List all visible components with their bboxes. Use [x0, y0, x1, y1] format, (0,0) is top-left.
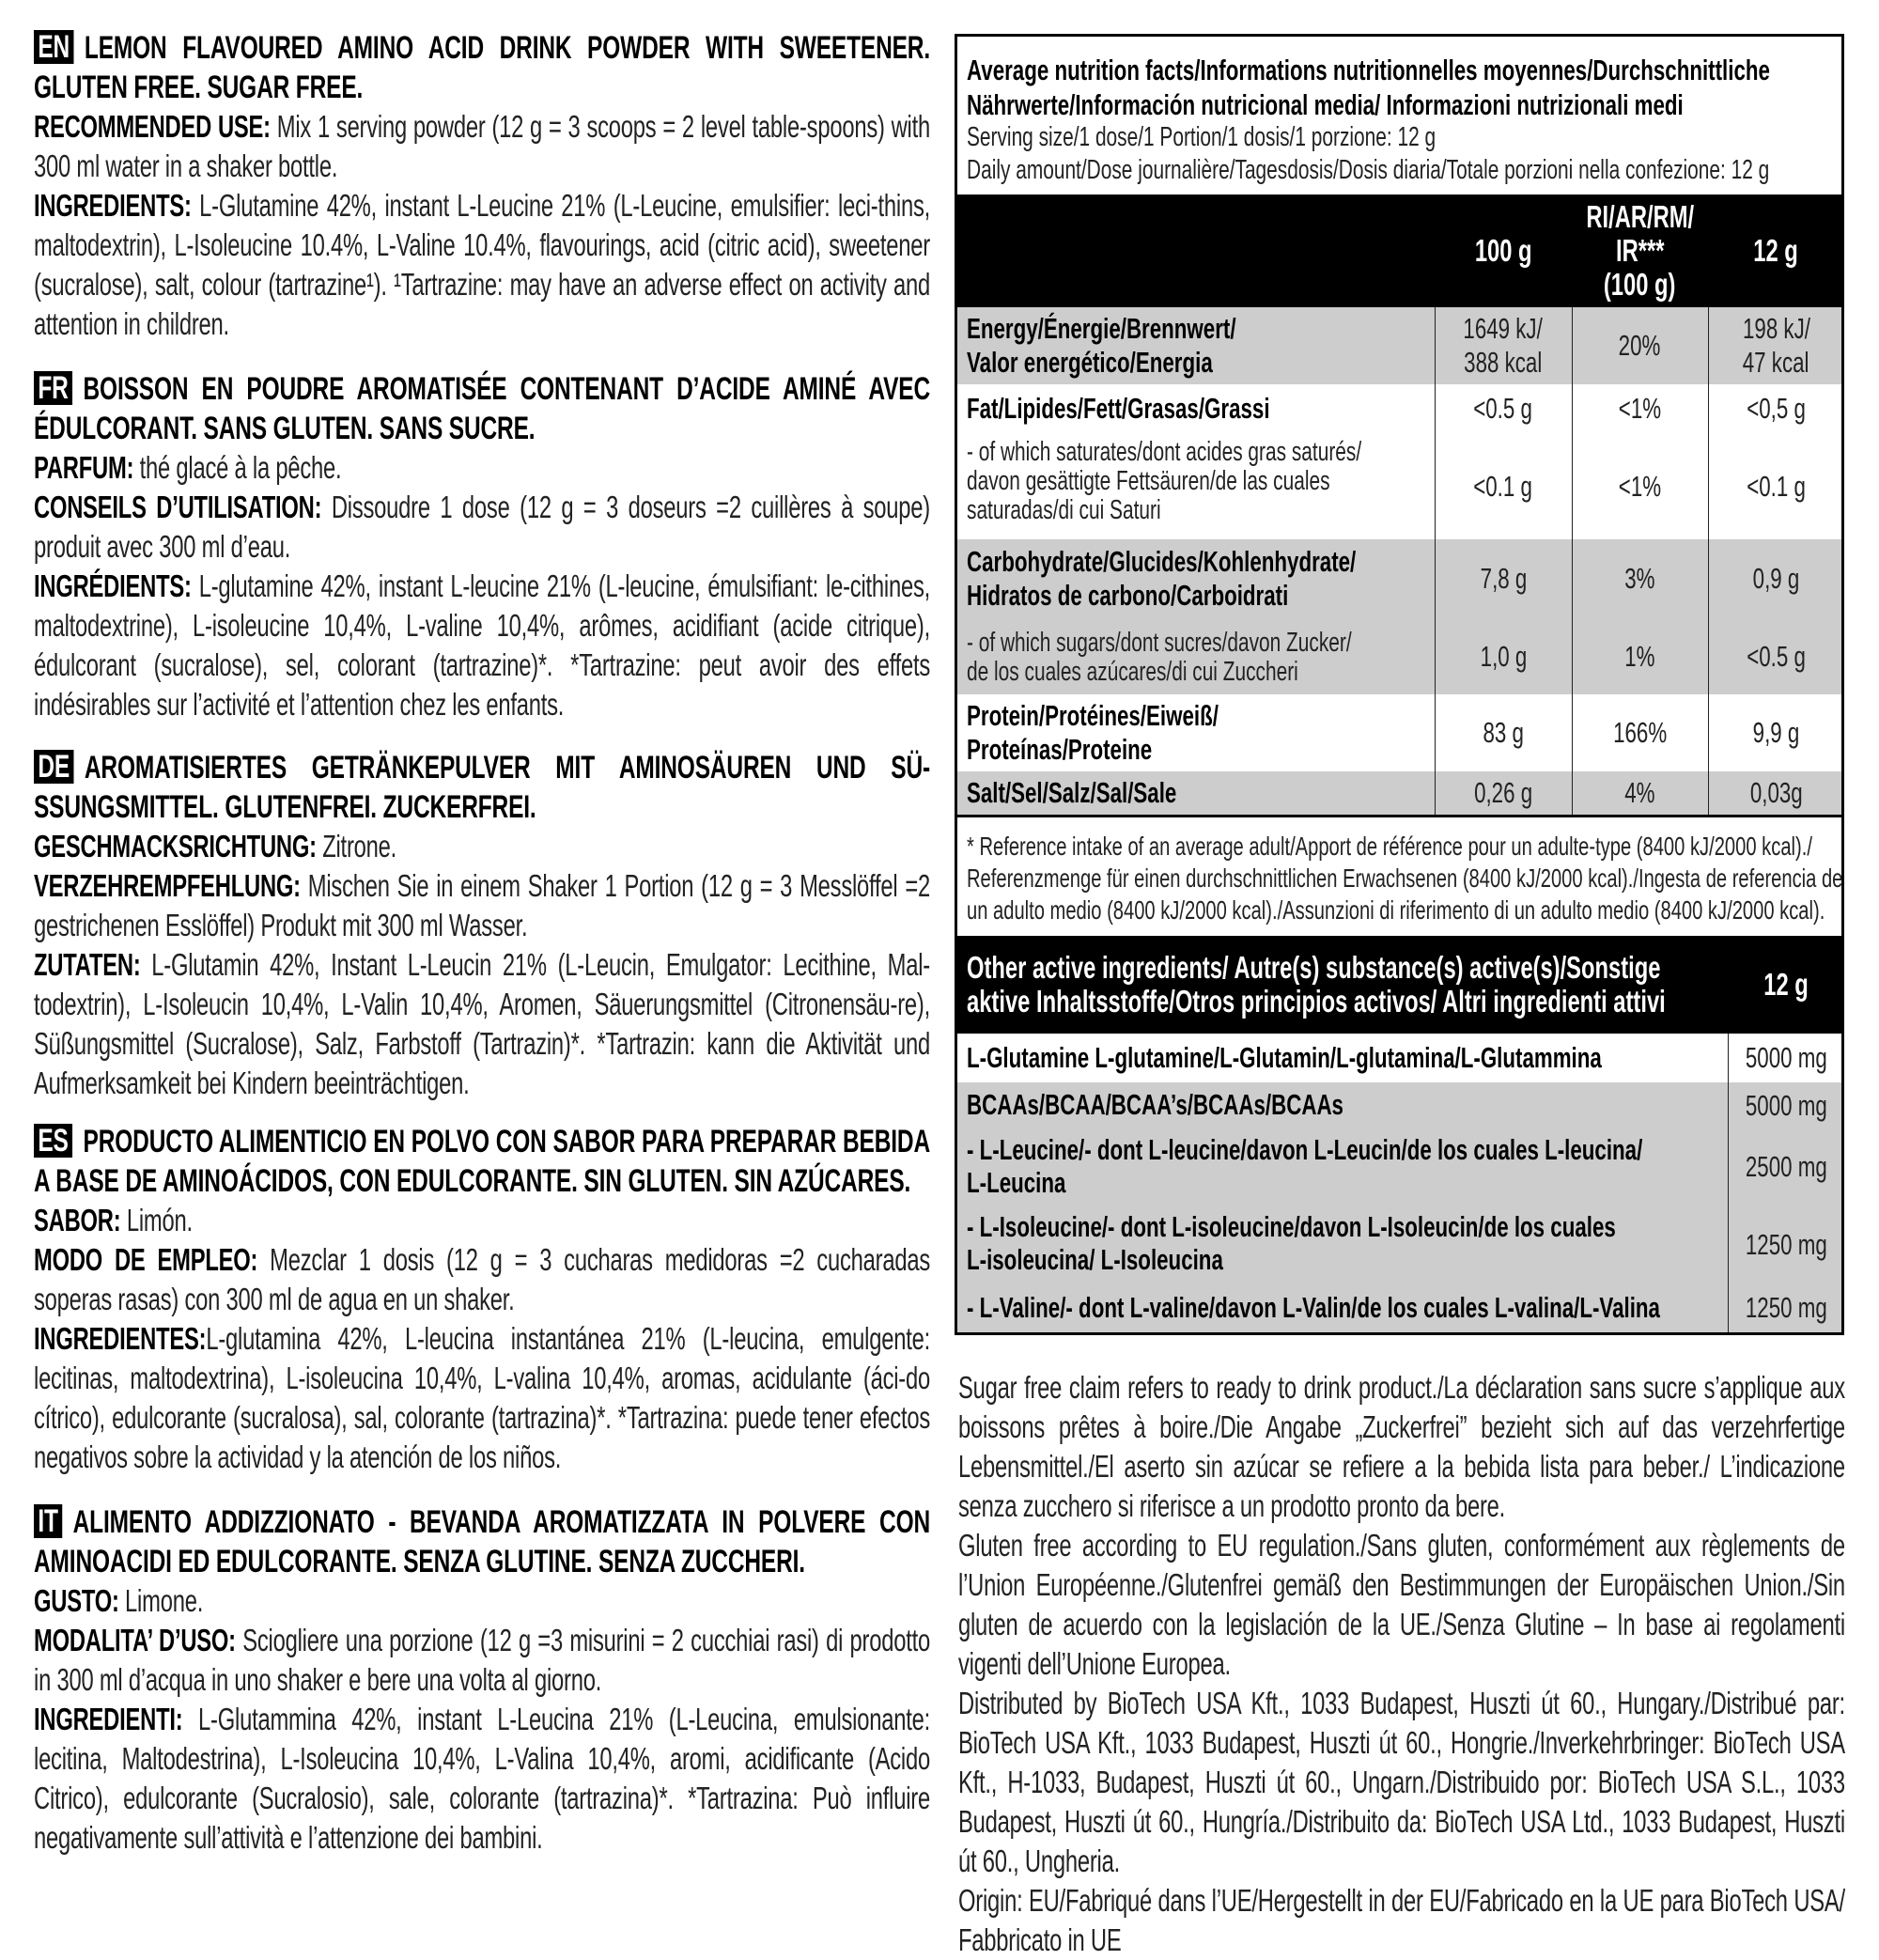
- field-ingredients: [34, 1319, 930, 1477]
- serving-size: Serving size/1 dose/1 Portion/1 dosis/1 porzione: 12 g: [967, 122, 1436, 152]
- row-label: Fat/Lipides/Fett/Grasas/Grassi: [967, 392, 1270, 425]
- field-text: L-glutamina 42%, L-leucina instantánea 21% (L-leucina, emulgente: lecitinas, maltodextrina), L-isoleucina 10,4%, L-valina 10,4%, aromas, acidulante (áci-do cítrico), edulcorante (sucralosa), sal, colorante (tartrazina)*. *Tartrazina: puede tener efectos negativos sobre la actividad y la atención de los niños.: [34, 1321, 931, 1474]
- value-ri: <1%: [1618, 392, 1662, 425]
- nutrition-header-row: [957, 194, 1841, 307]
- value-ri: 166%: [1612, 716, 1668, 749]
- heading-text: PRODUCTO ALIMENTICIO EN POLVO CON SABOR PARA PREPARAR BEBIDA A BASE DE AMINOÁCIDOS, CON EDULCORANTE. SIN GLUTEN. SIN AZÚCARES.: [34, 1124, 931, 1199]
- column-divider: [1435, 307, 1436, 815]
- row-value: 1250 mg: [1745, 1291, 1827, 1324]
- value-12g: <0,5 g: [1747, 392, 1806, 425]
- value-100g: 0,26 g: [1473, 776, 1533, 809]
- field-label: RECOMMENDED USE:: [34, 109, 271, 144]
- field-text: Zitrone.: [316, 829, 397, 863]
- field-text: Sciogliere una porzione (12 g =3 misurini = 2 cucchiai rasi) di prodotto in 300 ml d’acqua in uno shaker e bere una volta al giorno.: [34, 1623, 931, 1697]
- col-header-12g: 12 g: [1753, 233, 1799, 268]
- field-text: Mischen Sie in einem Shaker 1 Portion (12 g = 3 Messlöffel =2 gestrichenen Esslöffel) Produkt mit 300 ml Wasser.: [34, 868, 931, 942]
- section-en: [34, 28, 930, 344]
- row-glutamine: [957, 1034, 1841, 1082]
- field-label: GUSTO:: [34, 1583, 119, 1618]
- nutrition-table: [955, 34, 1844, 1335]
- heading-text: BOISSON EN POUDRE AROMATISÉE CONTENANT D’ACIDE AMINÉ AVEC ÉDULCORANT. SANS GLUTEN. SANS SUCRE.: [34, 371, 931, 446]
- bcaa-block: [957, 1082, 1841, 1332]
- section-heading: [34, 1502, 930, 1581]
- active-header-amount: 12 g: [1763, 967, 1809, 1002]
- field-label: INGREDIENTES:: [34, 1321, 207, 1356]
- field-label: INGRÉDIENTS:: [34, 568, 192, 603]
- value-ri: 1%: [1624, 639, 1655, 673]
- field-text: L-Glutamin 42%, Instant L-Leucin 21% (L-Leucin, Emulgator: Lecithine, Mal-todextrin), L-Isoleucin 10,4%, L-Valin 10,4%, Aromen, Säuerungsmittel (Citronensäu-re), Süßungsmittel (Sucralose), Salz, Farbstoff (Tartrazin)*. *Tartrazin: kann die Aktivität und Aufmerksamkeit bei Kindern beeinträchtigen.: [34, 947, 931, 1100]
- row-leucine: [957, 1128, 1841, 1206]
- field-ingredients: [34, 945, 930, 1103]
- section-de: [34, 748, 930, 1103]
- row-label: Salt/Sel/Salz/Sal/Sale: [967, 776, 1177, 809]
- value-ri: <1%: [1618, 469, 1662, 503]
- reference-footnote: * Reference intake of an average adult/Apport de référence pour un adulte-type (8400 kJ/2000 kcal)./ Referenzmenge für einen durchschnittlichen Erwachsenen (8400 kJ/2000 kcal)./Ingesta de referencia de un adulto medio (8400 kJ/2000 kcal)./Assunzioni di riferimento di un adulto medio (8400 kJ/2000 kcal).: [967, 832, 1843, 925]
- field-text: L-Glutamine 42%, instant L-Leucine 21% (L-Leucine, emulsifier: leci-thins, maltodextrin), L-Isoleucine 10.4%, L-Valine 10.4%, flavourings, acid (citric acid), sweetener (sucralose), salt, colour (tartrazine¹). ¹Tartrazine: may have an adverse effect on activity and attention in children.: [34, 188, 931, 341]
- field-ingredients: [34, 186, 930, 344]
- value-100g: 1,0 g: [1480, 639, 1527, 673]
- section-it: [34, 1502, 930, 1858]
- gluten-free-note: Gluten free according to EU regulation./Sans gluten, conformément aux règlements de l’Union Européenne./Glutenfrei gemäß den Bestimmungen der Europäischen Union./Sin gluten de acuerdo con la legislación de la UE./Senza Glutine – In base ai regolamenti vigenti dell’Unione Europea.: [958, 1528, 1845, 1681]
- nutrition-intro: [957, 37, 1841, 194]
- field-recommended-use: [34, 107, 930, 186]
- legal-notes: [958, 1368, 1845, 1960]
- field-label: INGREDIENTS:: [34, 188, 192, 223]
- value-ri: 20%: [1619, 329, 1661, 362]
- sub-row-label: - of which saturates/dont acides gras saturés/: [967, 437, 1362, 467]
- field-label: ZUTATEN:: [34, 947, 141, 982]
- row-label: Valor energético/Energia: [967, 346, 1213, 379]
- field-label: MODALITA’ D’USO:: [34, 1623, 236, 1657]
- row-label: - L-Isoleucine/- dont L-isoleucine/davon L-Isoleucin/de los cuales: [967, 1210, 1616, 1243]
- value-12g: <0.5 g: [1747, 639, 1806, 673]
- row-label: Carbohydrate/Glucides/Kohlenhydrate/: [967, 545, 1357, 578]
- row-value: 5000 mg: [1745, 1088, 1827, 1122]
- field-usage: [34, 1240, 930, 1319]
- heading-text: LEMON FLAVOURED AMINO ACID DRINK POWDER WITH SWEETENER. GLUTEN FREE. SUGAR FREE.: [34, 30, 931, 105]
- field-label: MODO DE EMPLEO:: [34, 1242, 258, 1277]
- row-label: L-isoleucina/ L-Isoleucina: [967, 1243, 1223, 1276]
- language-badge-en: EN: [34, 30, 73, 64]
- row-valine: [957, 1283, 1841, 1332]
- value-12g: <0.1 g: [1747, 469, 1806, 503]
- row-label: L-Leucina: [967, 1166, 1066, 1199]
- field-text: L-Glutammina 42%, instant L-Leucina 21% (L-Leucina, emulsionante: lecitina, Maltodestrina), L-Isoleucina 10,4%, L-Valina 10,4%, aromi, acidificante (Acido Citrico), edulcorante (Sucralosio), sale, colorante (tartrazina)*. *Tartrazina: Può influire negativamente sull’attività e l’attenzione dei bambini.: [34, 1702, 931, 1855]
- active-header-label: aktive Inhaltsstoffe/Otros principios activos/ Altri ingredienti attivi: [967, 984, 1666, 1019]
- field-flavour: [34, 1581, 930, 1621]
- field-text: L-glutamine 42%, instant L-leucine 21% (L-leucine, émulsifiant: le-cithines, maltodextrine), L-isoleucine 10,4%, L-valine 10,4%, arômes, acidifiant (acide citrique), édulcorant (sucralose), sel, colorant (tartrazine)*. *Tartrazine: peut avoir des effets indésirables sur l’activité et l’attention chez les enfants.: [34, 568, 931, 722]
- nutrition-title: Average nutrition facts/Informations nutritionnelles moyennes/Durchschnittliche: [967, 54, 1770, 86]
- value-ri: 3%: [1624, 562, 1655, 595]
- field-label: GESCHMACKSRICHTUNG:: [34, 829, 317, 863]
- field-label: CONSEILS D’UTILISATION:: [34, 490, 322, 524]
- language-badge-de: DE: [34, 750, 73, 784]
- field-label: VERZEHREMPFEHLUNG:: [34, 868, 301, 903]
- row-label: BCAAs/BCAA/BCAA’s/BCAAs/BCAAs: [967, 1088, 1343, 1121]
- field-label: INGREDIENTI:: [34, 1702, 183, 1736]
- row-label: Hidratos de carbono/Carboidrati: [967, 579, 1289, 612]
- active-ingredients-header: [957, 936, 1841, 1034]
- sugar-free-note: Sugar free claim refers to ready to drink product./La déclaration sans sucre s’applique aux boissons prêtes à boire./Die Angabe „Zuckerfrei” bezieht sich auf das verzehrfertige Lebensmittel./El aserto sin azúcar se refiere a la bebida lista para beber./ L’indicazione senza zucchero si riferisce a un prodotto pronto da bere.: [958, 1370, 1845, 1523]
- field-label: SABOR:: [34, 1203, 121, 1237]
- row-label: Energy/Énergie/Brennwert/: [967, 312, 1236, 345]
- field-text: Mix 1 serving powder (12 g = 3 scoops = 2 level table-spoons) with 300 ml water in a shaker bottle.: [34, 109, 931, 183]
- column-divider: [1708, 307, 1709, 815]
- value-100g: 7,8 g: [1480, 562, 1527, 595]
- field-flavour: [34, 448, 930, 488]
- value-100g: 83 g: [1483, 716, 1524, 749]
- value-12g: 0,9 g: [1752, 562, 1800, 595]
- sub-row-label: saturadas/di cui Saturi: [967, 495, 1161, 525]
- field-ingredients: [34, 567, 930, 724]
- row-label: - L-Leucine/- dont L-leucine/davon L-Leucin/de los cuales L-leucina/: [967, 1133, 1643, 1166]
- language-badge-it: IT: [34, 1504, 62, 1538]
- sub-row-label: davon gesättigte Fettsäuren/de las cuales: [967, 466, 1330, 496]
- value-100g: 1649 kJ/ 388 kcal: [1463, 312, 1544, 379]
- daily-amount: Daily amount/Dose journalière/Tagesdosis/Dosis diaria/Totale porzioni nella confezione: 12 g: [967, 155, 1770, 185]
- language-badge-fr: FR: [34, 371, 72, 405]
- column-divider: [1572, 307, 1573, 815]
- field-text: Dissoudre 1 dose (12 g = 3 doseurs =2 cuillères à soupe) produit avec 300 ml d’eau.: [34, 490, 931, 564]
- col-header-100g: 100 g: [1474, 233, 1532, 268]
- nutrition-title-2: Nährwerte/Información nutricional media/ Informazioni nutrizionali medi: [967, 88, 1684, 121]
- distributor-note: Distributed by BioTech USA Kft., 1033 Budapest, Huszti út 60., Hungary./Distribué par: BioTech USA Kft., 1033 Budapest, Huszti út 60., Hongrie./Inverkehrbringer: BioTech USA Kft., H-1033, Budapest, Huszti út 60., Ungarn./Distribuido por: BioTech USA S.L., 1033 Budapest, Huszti út 60., Hungría./Distribuito da: BioTech USA Ltd., 1033 Budapest, Huszti út 60., Ungheria.: [958, 1686, 1845, 1878]
- row-label: L-Glutamine L-glutamine/L-Glutamin/L-glutamina/L-Glutammina: [967, 1041, 1602, 1074]
- field-flavour: [34, 1201, 930, 1240]
- value-ri: 4%: [1624, 776, 1655, 809]
- column-divider: [1728, 1034, 1729, 1332]
- heading-text: AROMATISIERTES GETRÄNKEPULVER MIT AMINOSÄUREN UND SÜ-SSUNGSMITTEL. GLUTENFREI. ZUCKERFREI.: [34, 750, 931, 825]
- section-heading: [34, 1122, 930, 1201]
- field-ingredients: [34, 1700, 930, 1858]
- field-flavour: [34, 827, 930, 866]
- field-text: Limón.: [120, 1203, 193, 1237]
- row-label: - L-Valine/- dont L-valine/davon L-Valin/de los cuales L-valina/L-Valina: [967, 1291, 1660, 1324]
- value-12g: 9,9 g: [1752, 716, 1800, 749]
- field-text: Limone.: [118, 1583, 204, 1618]
- row-label: Protein/Protéines/Eiweiß/: [967, 699, 1219, 732]
- section-heading: [34, 28, 930, 107]
- value-100g: <0.5 g: [1473, 392, 1533, 425]
- field-usage: [34, 488, 930, 567]
- row-value: 1250 mg: [1745, 1227, 1827, 1261]
- field-usage: [34, 1621, 930, 1700]
- sub-row-label: de los cuales azúcares/di cui Zuccheri: [967, 657, 1298, 687]
- active-header-label: Other active ingredients/ Autre(s) substance(s) active(s)/Sonstige: [967, 950, 1661, 985]
- row-bcaas: [957, 1082, 1841, 1128]
- language-badge-es: ES: [34, 1124, 72, 1158]
- section-heading: [34, 748, 930, 827]
- section-fr: [34, 369, 930, 724]
- row-value: 5000 mg: [1745, 1041, 1827, 1074]
- field-text: Mezclar 1 dosis (12 g = 3 cucharas medidoras =2 cucharadas soperas rasas) con 300 ml de agua en un shaker.: [34, 1242, 930, 1316]
- value-100g: <0.1 g: [1473, 469, 1533, 503]
- section-es: [34, 1122, 930, 1477]
- field-label: PARFUM:: [34, 450, 134, 485]
- field-usage: [34, 866, 930, 945]
- section-heading: [34, 369, 930, 448]
- field-text: thé glacé à la pêche.: [133, 450, 342, 485]
- value-12g: 198 kJ/ 47 kcal: [1742, 312, 1810, 379]
- heading-text: ALIMENTO ADDIZZIONATO - BEVANDA AROMATIZZATA IN POLVERE CON AMINOACIDI ED EDULCORANTE. SENZA GLUTINE. SENZA ZUCCHERI.: [34, 1504, 931, 1579]
- row-isoleucine: [957, 1206, 1841, 1283]
- row-value: 2500 mg: [1745, 1150, 1827, 1183]
- row-label: Proteínas/Proteine: [967, 733, 1153, 766]
- value-12g: 0,03g: [1749, 776, 1803, 809]
- col-header-ri: RI/AR/RM/ IR*** (100 g): [1586, 199, 1694, 302]
- origin-note: Origin: EU/Fabriqué dans l’UE/Hergestellt in der EU/Fabricado en la UE para BioTech USA/ Fabbricato in UE: [958, 1883, 1845, 1957]
- sub-row-label: - of which sugars/dont sucres/davon Zucker/: [967, 628, 1352, 658]
